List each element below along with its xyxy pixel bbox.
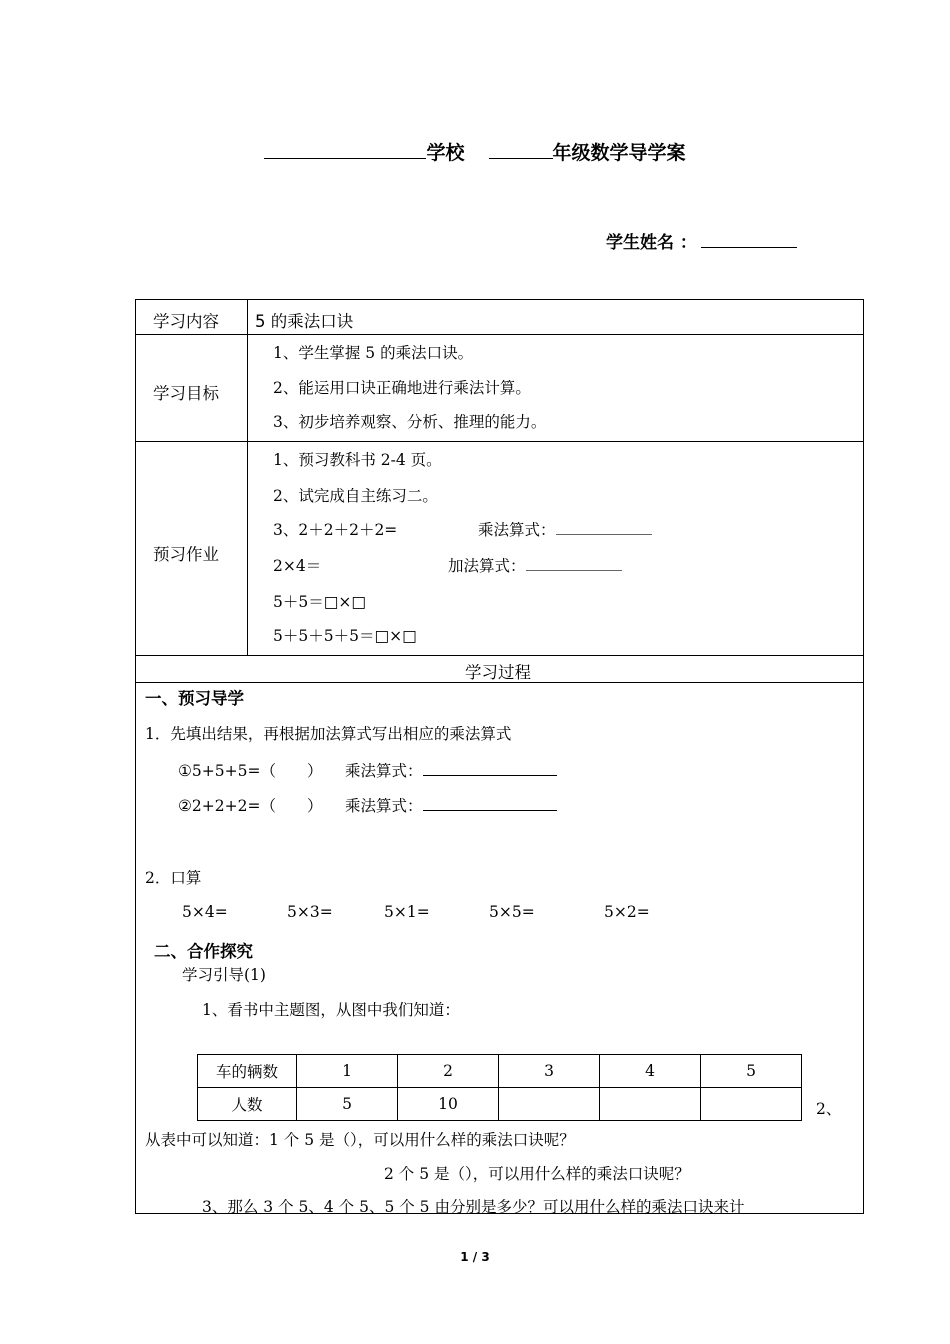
oral-item: 5×1= — [384, 903, 430, 921]
table-cell: 人数 — [198, 1088, 297, 1121]
prep-line: 2×4＝ — [273, 557, 322, 575]
table-cell: 10 — [398, 1088, 499, 1121]
prep-multiply-label-text: 乘法算式： — [478, 521, 556, 539]
item2-line: 2 个 5 是（），可以用什么样的乘法口诀呢？ — [384, 1165, 690, 1183]
table-cell — [600, 1088, 701, 1121]
page-number: 1 / 3 — [460, 1250, 490, 1264]
q1b-label-text: 乘法算式： — [345, 797, 423, 815]
q1b-label — [345, 794, 557, 816]
answer-blank — [423, 796, 557, 811]
student-name — [606, 228, 797, 253]
oral-item: 5×3= — [287, 903, 333, 921]
oral-item: 5×5= — [489, 903, 535, 921]
table-row — [198, 1088, 802, 1121]
school-blank — [264, 140, 426, 159]
q1-text: 1．先填出结果，再根据加法算式写出相应的乘法算式 — [145, 725, 512, 743]
goal-item: 2、能运用口诀正确地进行乘法计算。 — [273, 379, 531, 397]
item2-number: 2、 — [816, 1100, 842, 1118]
title-school: 学校 — [426, 142, 465, 164]
oral-item: 5×4= — [182, 903, 228, 921]
title-grade: 年级数学导学案 — [552, 142, 686, 164]
goal-label: 学习目标 — [153, 384, 219, 403]
prep-multiply-label — [478, 518, 652, 540]
q1a-label — [345, 759, 557, 781]
content-value: 5 的乘法口诀 — [255, 312, 354, 331]
row-divider — [135, 334, 863, 335]
content-label: 学习内容 — [153, 312, 219, 331]
q1a-expr: ①5+5+5=（ ） — [178, 762, 323, 780]
table-cell: 4 — [600, 1055, 701, 1088]
table-cell — [499, 1088, 600, 1121]
section2-heading: 二、合作探究 — [154, 942, 253, 961]
row-divider — [135, 441, 863, 442]
answer-blank — [526, 556, 622, 571]
page-title — [0, 138, 950, 165]
item3-text: 3、那么 3 个 5、4 个 5、5 个 5 由分别是多少？可以用什么样的乘法口诀来计 — [202, 1198, 745, 1216]
prep-line: 1、预习教科书 2-4 页。 — [273, 451, 442, 469]
grade-blank — [489, 140, 553, 159]
column-divider — [247, 299, 248, 655]
guide-text: 学习引导(1) — [182, 966, 266, 984]
q2-text: 2．口算 — [145, 869, 202, 887]
student-name-blank — [701, 229, 797, 248]
table-cell: 3 — [499, 1055, 600, 1088]
prep-line: 3、2＋2＋2＋2= — [273, 521, 398, 539]
cars-table — [197, 1054, 802, 1121]
answer-blank — [423, 761, 557, 776]
prep-label: 预习作业 — [153, 545, 219, 564]
answer-blank — [556, 520, 652, 535]
table-cell: 2 — [398, 1055, 499, 1088]
table-cell: 1 — [297, 1055, 398, 1088]
goal-item: 1、学生掌握 5 的乘法口诀。 — [273, 344, 474, 362]
oral-item: 5×2= — [604, 903, 650, 921]
process-label: 学习过程 — [465, 663, 531, 682]
prep-line: 5＋5＝□×□ — [273, 593, 367, 611]
prep-add-label-text: 加法算式： — [448, 557, 526, 575]
item2-line: 从表中可以知道：1 个 5 是（），可以用什么样的乘法口诀呢？ — [145, 1131, 575, 1149]
prep-add-label — [448, 554, 622, 576]
table-cell: 5 — [701, 1055, 802, 1088]
item1-text: 1、看书中主题图，从图中我们知道： — [202, 1001, 460, 1019]
prep-line: 5＋5＋5＋5＝□×□ — [273, 627, 417, 645]
table-cell: 车的辆数 — [198, 1055, 297, 1088]
section1-heading: 一、预习导学 — [145, 689, 244, 708]
table-cell — [701, 1088, 802, 1121]
prep-line: 2、试完成自主练习二。 — [273, 487, 438, 505]
goal-item: 3、初步培养观察、分析、推理的能力。 — [273, 413, 547, 431]
row-divider — [135, 655, 863, 656]
table-cell: 5 — [297, 1088, 398, 1121]
q1a-label-text: 乘法算式： — [345, 762, 423, 780]
table-row — [198, 1055, 802, 1088]
student-name-label: 学生姓名 ： — [606, 233, 697, 253]
q1b-expr: ②2+2+2=（ ） — [178, 797, 323, 815]
